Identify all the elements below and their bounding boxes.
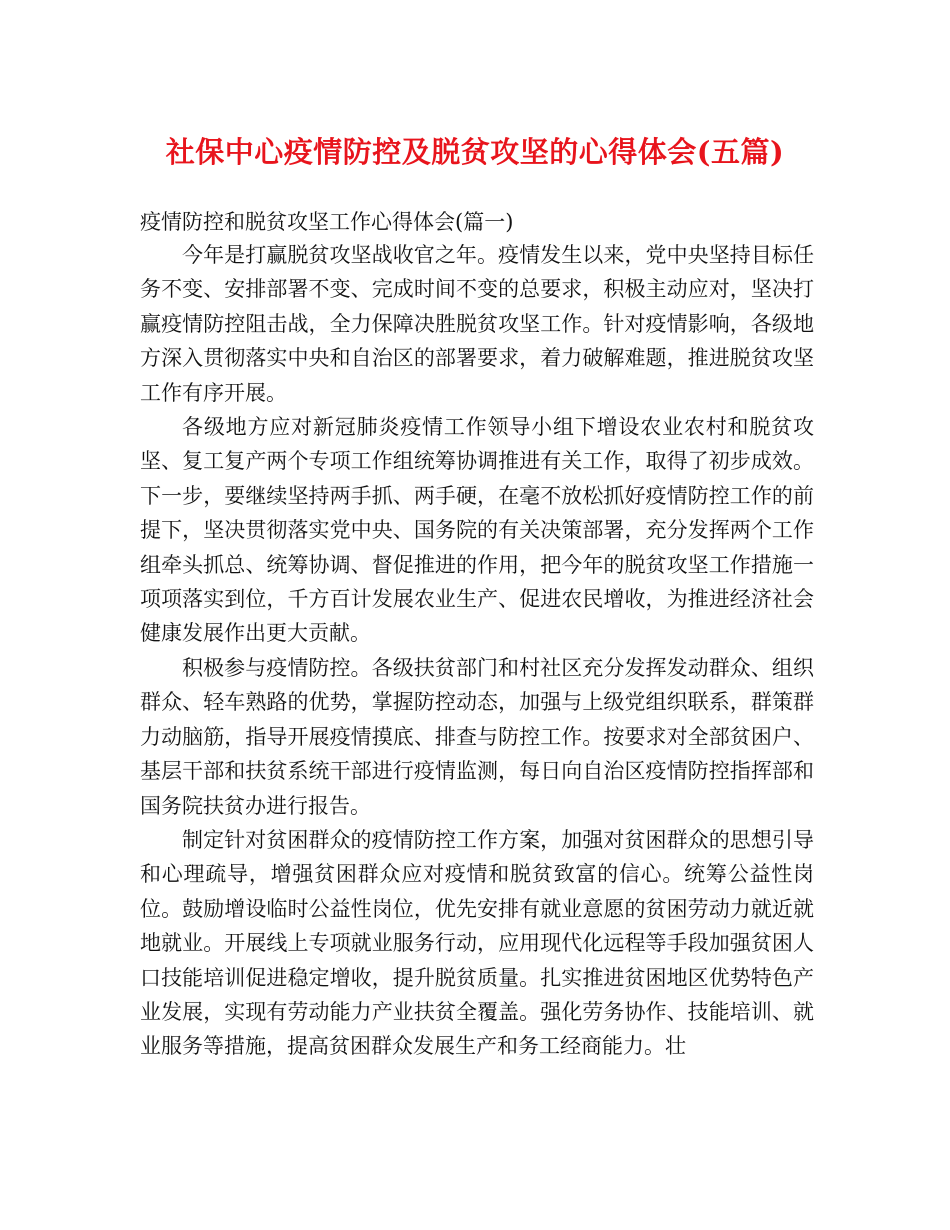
body-paragraph: 积极参与疫情防控。各级扶贫部门和村社区充分发挥发动群众、组织群众、轻车熟路的优势，掌握防控动态，加强与上级党组织联系，群策群力动脑筋，指导开展疫情摸底、排查与防控工作。按要求对全部贫困户、基层干部和扶贫系统干部进行疫情监测，每日向自治区疫情防控指挥部和国务院扶贫办进行报告。 xyxy=(140,655,814,818)
body-paragraph: 今年是打赢脱贫攻坚战收官之年。疫情发生以来，党中央坚持目标任务不变、安排部署不变、完成时间不变的总要求，积极主动应对，坚决打赢疫情防控阻击战，全力保障决胜脱贫攻坚工作。针对疫情影响，各级地方深入贯彻落实中央和自治区的部署要求，着力破解难题，推进脱贫攻坚工作有序开展。 xyxy=(140,243,814,405)
body-paragraph: 制定针对贫困群众的疫情防控工作方案，加强对贫困群众的思想引导和心理疏导，增强贫困群众应对疫情和脱贫致富的信心。统筹公益性岗位。鼓励增设临时公益性岗位，优先安排有就业意愿的贫困劳动力就近就地就业。开展线上专项就业服务行动，应用现代化远程等手段加强贫困人口技能培训促进稳定增收，提升脱贫质量。扎实推进贫困地区优势特色产业发展，实现有劳动能力产业扶贫全覆盖。强化劳务协作、技能培训、就业服务等措施，提高贫困群众发展生产和务工经商能力。壮 xyxy=(140,827,814,1059)
body-paragraph: 各级地方应对新冠肺炎疫情工作领导小组下增设农业农村和脱贫攻坚、复工复产两个专项工作组统筹协调推进有关工作，取得了初步成效。下一步，要继续坚持两手抓、两手硬，在毫不放松抓好疫情防控工作的前提下，坚决贯彻落实党中央、国务院的有关决策部署，充分发挥两个工作组牵头抓总、统筹协调、督促推进的作用，把今年的脱贫攻坚工作措施一项项落实到位，千方百计发展农业生产、促进农民增收，为推进经济社会健康发展作出更大贡献。 xyxy=(140,415,814,646)
document-title: 社保中心疫情防控及脱贫攻坚的心得体会(五篇) xyxy=(165,135,785,169)
section-heading: 疫情防控和脱贫攻坚工作心得体会(篇一) xyxy=(140,210,514,234)
document-body xyxy=(140,238,814,1064)
